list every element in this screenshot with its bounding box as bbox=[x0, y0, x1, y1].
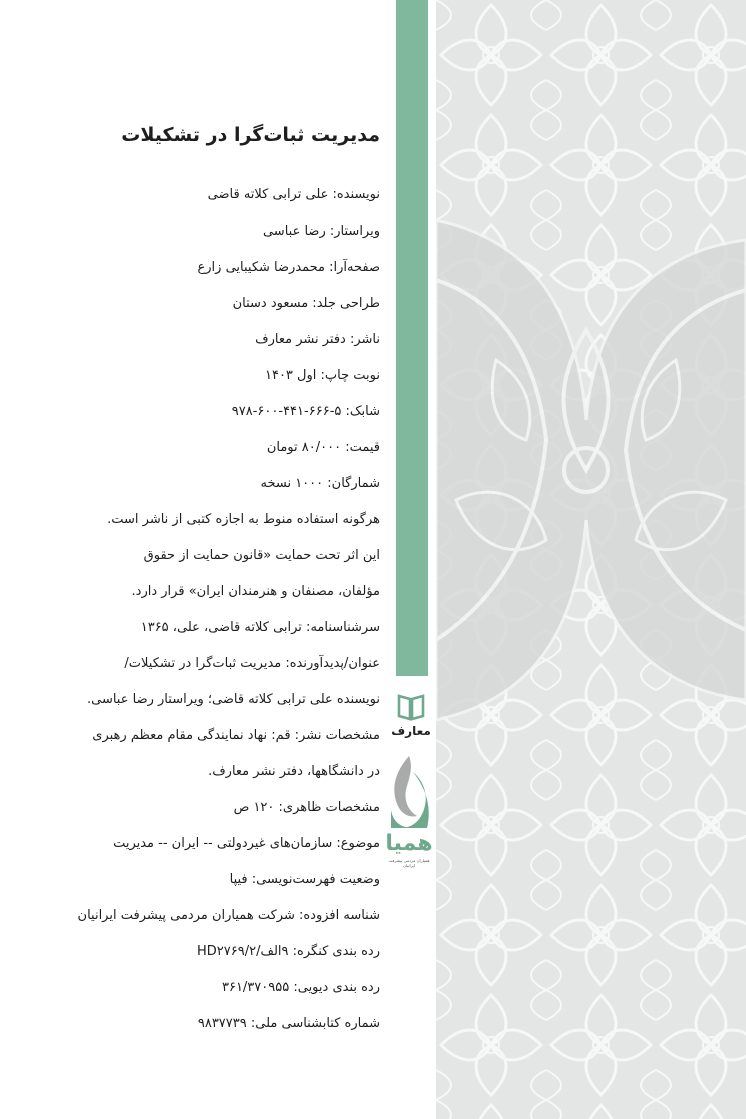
rights-line: هرگونه استفاده منوط به اجازه کتبی از ناشر است. bbox=[107, 512, 380, 527]
open-book-icon bbox=[396, 692, 426, 722]
maaref-logo bbox=[386, 690, 436, 745]
copyright-law-line-1: این اثر تحت حمایت «قانون حمایت از حقوق bbox=[143, 548, 380, 563]
catalog-added-entry-line: شناسه افزوده: شرکت همیاران مردمی پیشرفت ایرانیان bbox=[77, 908, 380, 923]
maaref-logo-text: معارف bbox=[391, 724, 431, 738]
catalog-dewey-line: رده بندی دیویی: ۳۶۱/۳۷۰۹۵۵ bbox=[221, 980, 380, 995]
layout-designer-line: صفحه‌آرا: محمدرضا شکیبایی زارع bbox=[197, 260, 380, 275]
catalog-header-line: سرشناسنامه: ترابی کلاته قاضی، علی، ۱۳۶۵ bbox=[140, 620, 380, 635]
hamia-logo-subtitle: همیاران مردمی پیشرفت ایرانیان bbox=[388, 858, 430, 868]
catalog-title-line: عنوان/پدیدآورنده: مدیریت ثبات‌گرا در تشکیلات/ bbox=[124, 656, 380, 671]
editor-line: ویراستار: رضا عباسی bbox=[262, 224, 380, 239]
author-line: نویسنده: علی ترابی کلاته قاضی bbox=[207, 187, 380, 202]
catalog-publication-line-1: مشخصات نشر: قم: نهاد نمایندگی مقام معظم رهبری bbox=[92, 728, 380, 743]
catalog-national-number-line: شماره کتابشناسی ملی: ۹۸۳۷۷۳۹ bbox=[197, 1016, 380, 1031]
print-run-line: شمارگان: ۱۰۰۰ نسخه bbox=[260, 476, 380, 491]
catalog-author-line: نویسنده علی ترابی کلاته قاضی؛ ویراستار رضا عباسی. bbox=[86, 692, 380, 707]
catalog-publication-line-2: در دانشگاهها، دفتر نشر معارف. bbox=[208, 764, 380, 779]
print-edition-line: نوبت چاپ: اول ۱۴۰۳ bbox=[264, 368, 380, 383]
decorative-pattern-panel bbox=[436, 0, 746, 1119]
catalog-lc-class-line: رده بندی کنگره: ۹الف/۲/HD۲۷۶۹ bbox=[197, 944, 380, 959]
catalog-physical-line: مشخصات ظاهری: ۱۲۰ ص bbox=[233, 800, 380, 815]
book-title: مدیریت ثبات‌گرا در تشکیلات bbox=[121, 124, 380, 146]
catalog-status-line: وضعیت فهرست‌نویسی: فیپا bbox=[229, 872, 380, 887]
hamia-emblem-icon bbox=[383, 752, 435, 832]
accent-stripe bbox=[396, 0, 428, 676]
hamia-logo-text: همیا bbox=[385, 831, 433, 856]
catalog-subject-line: موضوع: سازمان‌های غیردولتی -- ایران -- مدیریت bbox=[113, 836, 380, 851]
price-line: قیمت: ۸۰/۰۰۰ تومان bbox=[266, 440, 380, 455]
copyright-law-line-2: مؤلفان، مصنفان و هنرمندان ایران» قرار دارد. bbox=[131, 584, 380, 599]
stripe-gap bbox=[428, 0, 436, 1119]
cover-designer-line: طراحی جلد: مسعود دستان bbox=[232, 296, 380, 311]
hamia-logo bbox=[383, 752, 435, 874]
isbn-line: شابک: ۵-۶۶۶-۴۴۱-۶۰۰-۹۷۸ bbox=[231, 404, 380, 419]
publisher-line: ناشر: دفتر نشر معارف bbox=[255, 332, 380, 347]
islamic-pattern-graphic bbox=[436, 0, 746, 1119]
